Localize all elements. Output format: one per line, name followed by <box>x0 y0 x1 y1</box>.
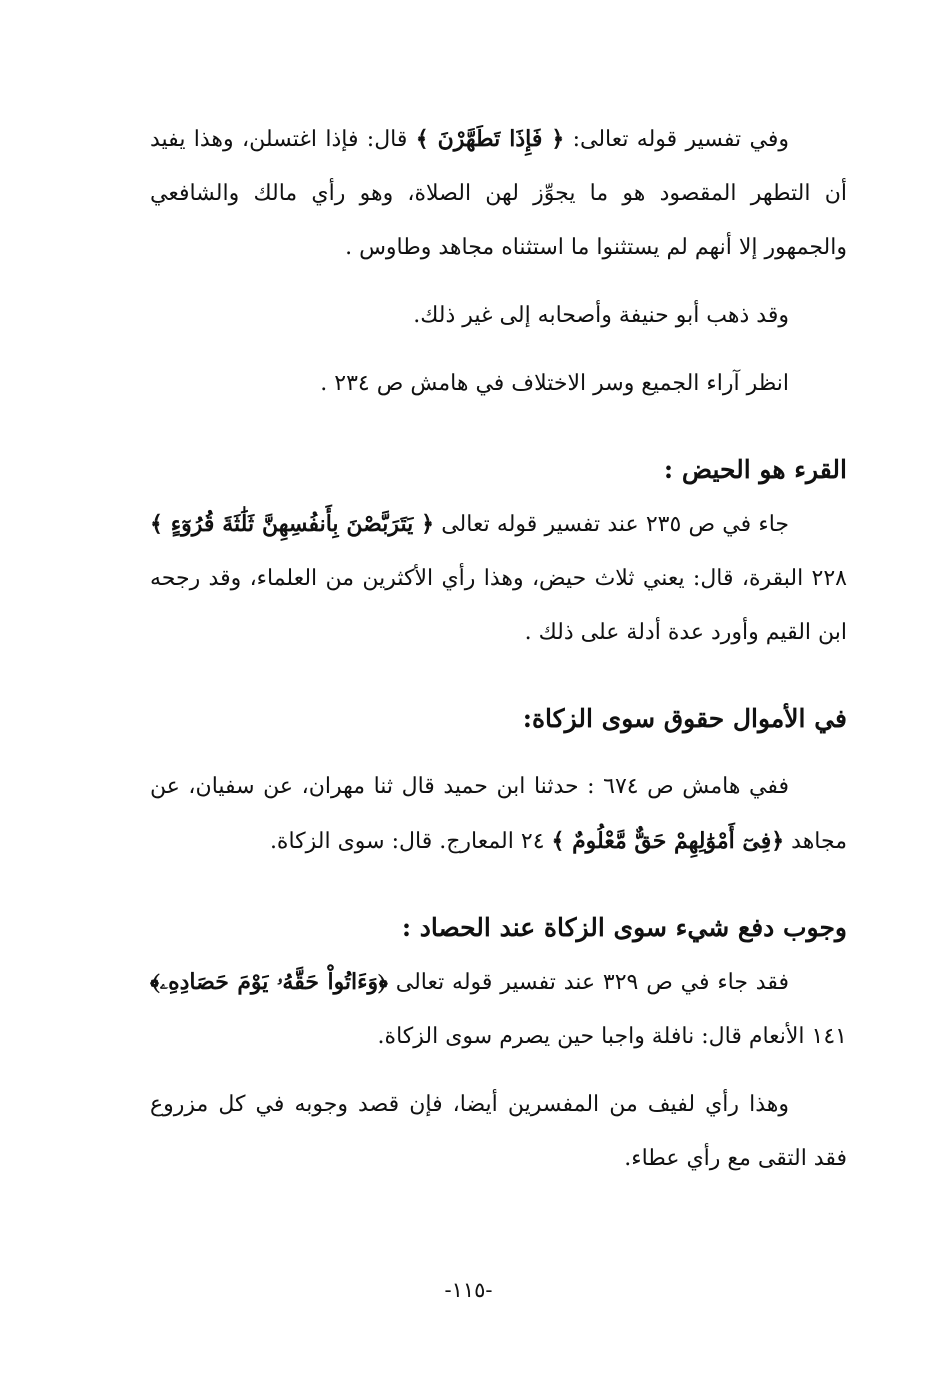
quran-verse: ﴿وَءَاتُواْ حَقَّهُۥ يَوْمَ حَصَادِهِۦ﴾ <box>150 969 388 995</box>
heading-qur-is-menstruation: القرء هو الحيض : <box>663 455 847 484</box>
text-segment: ١٤١ الأنعام قال: نافلة واجبا حين يصرم سوى الزكاة. <box>377 1024 847 1049</box>
quran-verse: ﴿ فَإِذَا تَطَهَّرْنَ ﴾ <box>415 126 565 152</box>
text-segment: وفي تفسير قوله تعالى: <box>564 127 789 152</box>
heading-rights-in-wealth: في الأموال حقوق سوى الزكاة: <box>522 704 847 733</box>
paragraph-mujahid <box>150 760 847 869</box>
paragraph-taharah <box>150 112 847 275</box>
text-segment: ٢٢٨ البقرة، قال: يعني ثلاث حيض، وهذا رأي الأكثرين من العلماء، وقد رجحه ابن القيم وأورد عدة أدلة على ذلك . <box>150 566 847 645</box>
quran-verse: ﴿ يَتَرَبَّصْنَ بِأَنفُسِهِنَّ ثَلَٰثَةَ قُرُوٓءٍ ﴾ <box>150 511 435 537</box>
text-segment: فقد جاء في ص ٣٢٩ عند تفسير قوله تعالى <box>387 970 789 995</box>
text-segment: ٢٤ المعارج. قال: سوى الزكاة. <box>269 829 552 854</box>
paragraph-commentators: وهذا رأي لفيف من المفسرين أيضا، فإن قصد وجوبه في كل مزروع فقد التقى مع رأي عطاء. <box>150 1092 847 1171</box>
heading-harvest-due: وجوب دفع شيء سوى الزكاة عند الحصاد : <box>401 913 847 942</box>
page-body <box>150 112 847 1186</box>
paragraph-three-periods <box>150 497 847 660</box>
paragraph-see-margin: انظر آراء الجميع وسر الاختلاف في هامش ص ٢٣٤ . <box>320 371 789 396</box>
page-number: -١١٥- <box>444 1278 493 1302</box>
text-segment: ففي هامش ص ٦٧٤ : حدثنا ابن حميد قال ثنا مهران، عن سفيان، عن مجاهد <box>150 774 847 854</box>
paragraph-harvest-verse <box>150 955 847 1064</box>
quran-verse: ﴿فِىٓ أَمْوَٰلِهِمْ حَقٌّ مَّعْلُومٌ ﴾ <box>551 828 785 854</box>
paragraph-abu-hanifa: وقد ذهب أبو حنيفة وأصحابه إلى غير ذلك. <box>413 303 789 328</box>
text-segment: جاء في ص ٢٣٥ عند تفسير قوله تعالى <box>434 512 789 537</box>
text-segment: قال: فإذا اغتسلن، وهذا يفيد أن التطهر المقصود هو ما يجوِّز لهن الصلاة، وهو رأي مالك والشافعي والجمهور إلا أنهم لم يستثنوا ما استثناه مجاهد وطاوس . <box>150 127 847 260</box>
